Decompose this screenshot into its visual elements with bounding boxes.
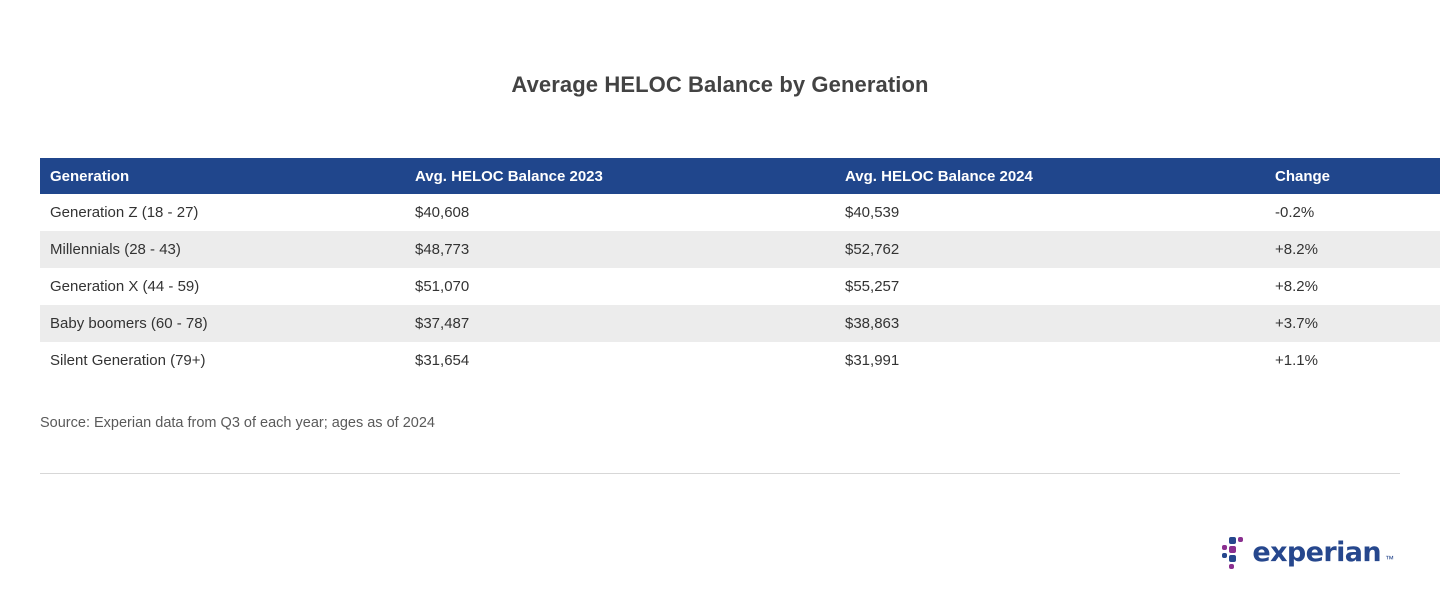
table-row [40,305,1440,342]
cell-balance-2023: $40,608 [405,194,835,231]
cell-balance-2023: $37,487 [405,305,835,342]
cell-generation: Baby boomers (60 - 78) [40,305,405,342]
table-container [40,98,1400,379]
cell-change: -0.2% [1265,194,1440,231]
cell-generation: Silent Generation (79+) [40,342,405,379]
cell-balance-2024: $31,991 [835,342,1265,379]
cell-change: +1.1% [1265,342,1440,379]
experian-logo [1222,535,1394,569]
table-row [40,231,1440,268]
table-body [40,194,1440,379]
cell-change: +3.7% [1265,305,1440,342]
cell-generation: Generation Z (18 - 27) [40,194,405,231]
column-header-change: Change [1265,158,1440,194]
table-row [40,268,1440,305]
table-header [40,158,1440,194]
cell-balance-2024: $38,863 [835,305,1265,342]
column-header-balance-2023: Avg. HELOC Balance 2023 [405,158,835,194]
table-row [40,342,1440,379]
column-header-balance-2024: Avg. HELOC Balance 2024 [835,158,1265,194]
table-row [40,194,1440,231]
cell-generation: Millennials (28 - 43) [40,231,405,268]
footer-divider [40,473,1400,474]
cell-balance-2023: $51,070 [405,268,835,305]
cell-change: +8.2% [1265,268,1440,305]
heloc-balance-table [40,158,1440,379]
cell-change: +8.2% [1265,231,1440,268]
source-note: Source: Experian data from Q3 of each year; ages as of 2024 [40,415,435,431]
table-header-row [40,158,1440,194]
experian-wordmark: experian [1252,536,1381,568]
page-title: Average HELOC Balance by Generation [511,72,929,97]
cell-balance-2023: $31,654 [405,342,835,379]
cell-balance-2024: $52,762 [835,231,1265,268]
experian-dots-icon [1222,535,1248,569]
cell-balance-2023: $48,773 [405,231,835,268]
trademark-symbol: ™ [1385,554,1394,564]
column-header-generation: Generation [40,158,405,194]
cell-balance-2024: $55,257 [835,268,1265,305]
cell-generation: Generation X (44 - 59) [40,268,405,305]
cell-balance-2024: $40,539 [835,194,1265,231]
